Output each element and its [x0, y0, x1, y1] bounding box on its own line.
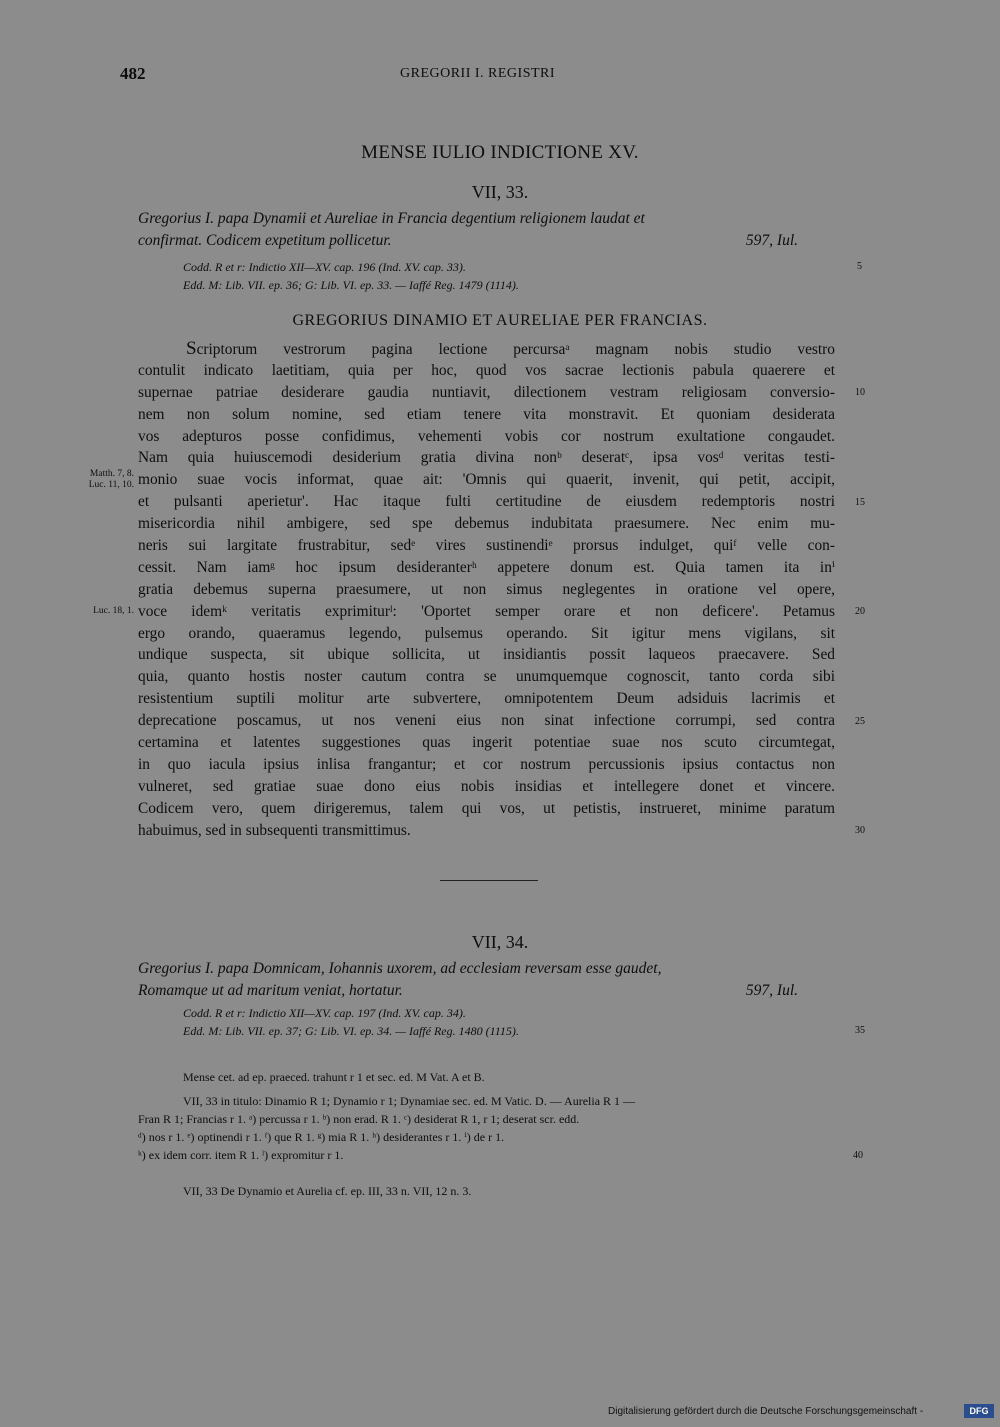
body-line: contulit indicato laetitiam, quia per hoc, quod vos sacrae lectionis pabula quaerere et — [138, 361, 835, 379]
body-line: Scriptorum vestrorum pagina lectione percursaᵃ magnam nobis studio vestro — [186, 338, 835, 359]
apparatus-line: ᵈ) nos r 1. ᵉ) optinendi r 1. ᶠ) que R 1. ᵍ) mia R 1. ʰ) desiderantes r 1. ⁱ) de r 1. — [138, 1130, 505, 1144]
body-line: misericordia nihil ambigere, sed spe debemus indubitata praesumere. Nec enim mu- — [138, 515, 835, 533]
editions-note: Edd. M: Lib. VII. ep. 37; G: Lib. VI. ep. 34. — Iaffé Reg. 1480 (1115). — [183, 1024, 519, 1038]
summary-line: Gregorius I. papa Dynamii et Aureliae in Francia degentium religionem laudat et — [138, 210, 645, 227]
apparatus-note: Mense cet. ad ep. praeced. trahunt r 1 et sec. ed. M Vat. A et B. — [183, 1070, 485, 1084]
line-number: 25 — [855, 716, 865, 727]
line-number: 5 — [857, 261, 862, 272]
line-number: 30 — [855, 825, 865, 836]
body-line: supernae patriae desiderare gaudia nuntiavit, dilectionem vestram religiosam conversio- — [138, 383, 835, 401]
line-number: 10 — [855, 387, 865, 398]
margin-reference — [62, 606, 134, 617]
body-line: deprecatione poscamus, ut nos veneni eius non sinat infectione corrumpi, sed contra — [138, 712, 835, 730]
body-line: habuimus, sed in subsequenti transmittimus. — [138, 821, 411, 839]
apparatus-line: Fran R 1; Francias r 1. ᵃ) percussa r 1. ᵇ) non erad. R 1. ᶜ) desiderat R 1, r 1; deserat scr. edd. — [138, 1112, 580, 1126]
letter-summary — [138, 958, 838, 1002]
apparatus — [138, 1092, 635, 1164]
letter-number: VII, 34. — [471, 932, 529, 952]
margin-reference — [62, 469, 134, 491]
apparatus-line: ᵏ) ex idem corr. item R 1. ˡ) expromitur r 1. — [138, 1148, 344, 1162]
letter-addressee: GREGORIUS DINAMIO ET AURELIAE PER FRANCIAS. — [292, 312, 708, 329]
body-line: Codicem vero, quem dirigeremus, talem qui vos, ut petistis, instrueret, minime paratum — [138, 799, 835, 817]
body-line: voce idemᵏ veritatis exprimiturˡ: 'Oportet semper orare et non deficere'. Petamus — [138, 602, 835, 620]
line-number: 40 — [853, 1150, 863, 1161]
body-line: vulneret, sed gratiae suae dono eius nobis insidias et intellegere donet et vincere. — [138, 777, 835, 795]
codices-note: Codd. R et r: Indictio XII—XV. cap. 197 (Ind. XV. cap. 34). — [183, 1006, 466, 1020]
letter-summary — [138, 208, 838, 252]
editions-note: Edd. M: Lib. VII. ep. 36; G: Lib. VI. ep. 33. — Iaffé Reg. 1479 (1114). — [183, 278, 519, 292]
summary-line: Romamque ut ad maritum veniat, hortatur. — [138, 982, 403, 999]
dfg-logo: DFG — [964, 1404, 994, 1418]
body-line: resistentium suptili molitur arte subvertere, omnipotentem Deum adsiduis lacrimis et — [138, 690, 835, 708]
body-line: undique suspecta, sit ubique sollicita, ut insidiantis possit laqueos praecavere. Sed — [138, 646, 835, 664]
body-line: ergo orando, quaeramus legendo, pulsemus operando. Sit igitur mens vigilans, sit — [138, 624, 835, 642]
body-line: cessit. Nam iamᵍ hoc ipsum desideranterʰ appetere donum est. Quia tamen ita inⁱ — [138, 558, 835, 576]
margin-ref-line: Luc. 11, 10. — [88, 480, 134, 490]
section-title: MENSE IULIO INDICTIONE XV. — [361, 142, 639, 163]
letter-number: VII, 33. — [471, 182, 529, 202]
body-line: et pulsanti aperietur'. Hac itaque fulti certitudine de eiusdem redemptoris nostri — [138, 493, 835, 511]
summary-line: confirmat. Codicem expetitum pollicetur. — [138, 232, 392, 249]
body-line: quia, quanto hostis noster cautum contra se unumquemque cognoscit, tanto corda sibi — [138, 668, 835, 686]
letter-date: 597, Iul. — [745, 232, 798, 249]
body-line: monio suae vocis informat, quae ait: 'Omnis qui quaerit, invenit, qui petit, accipit, — [138, 471, 835, 489]
page-number: 482 — [120, 64, 146, 83]
codices-note: Codd. R et r: Indictio XII—XV. cap. 196 (Ind. XV. cap. 33). — [183, 260, 466, 274]
line-number: 20 — [855, 606, 865, 617]
body-line: certamina et latentes suggestiones quas ingerit potentiae suae nos scuto circumtegat, — [138, 734, 835, 752]
section-divider — [440, 880, 538, 881]
summary-line: Gregorius I. papa Domnicam, Iohannis uxorem, ad ecclesiam reversam esse gaudet, — [138, 960, 662, 977]
margin-ref-line: Matth. 7, 8. — [89, 469, 134, 479]
line-number: 35 — [855, 1025, 865, 1036]
apparatus-line: VII, 33 in titulo: Dinamio R 1; Dynamio r 1; Dynamiae sec. ed. M Vatic. D. — Aurelia R 1 — — [183, 1094, 636, 1108]
body-line: vos adepturos posse confidimus, vehementi vobis cor nostrum exultatione congaudet. — [138, 427, 835, 445]
body-line: in quo iacula ipsius inlisa frangantur; et cor nostrum percussionis ipsius contactus non — [138, 755, 835, 773]
line-number: 15 — [855, 497, 865, 508]
body-line: gratia debemus superna praesumere, ut non simus neglegentes in oratione vel opere, — [138, 580, 835, 598]
cross-reference-note: VII, 33 De Dynamio et Aurelia cf. ep. III, 33 n. VII, 12 n. 3. — [183, 1184, 472, 1198]
body-line: nem non solum nomine, sed etiam tenere vita monstravit. Et quoniam desiderata — [138, 405, 835, 423]
body-line: neris sui largitate frustrabitur, sedᵉ vires sustinendiᵉ prorsus indulget, quiᶠ velle con- — [138, 537, 835, 555]
body-line: Nam quia huiuscemodi desiderium gratia divina nonᵇ deseratᶜ, ipsa vosᵈ veritas testi- — [138, 449, 835, 467]
letter-body — [138, 338, 835, 841]
running-head: GREGORII I. REGISTRI — [400, 66, 556, 81]
digitization-credit: Digitalisierung gefördert durch die Deutsche Forschungsgemeinschaft - — [608, 1406, 924, 1417]
letter-date: 597, Iul. — [745, 982, 798, 999]
margin-ref-line: Luc. 18, 1. — [93, 606, 134, 616]
